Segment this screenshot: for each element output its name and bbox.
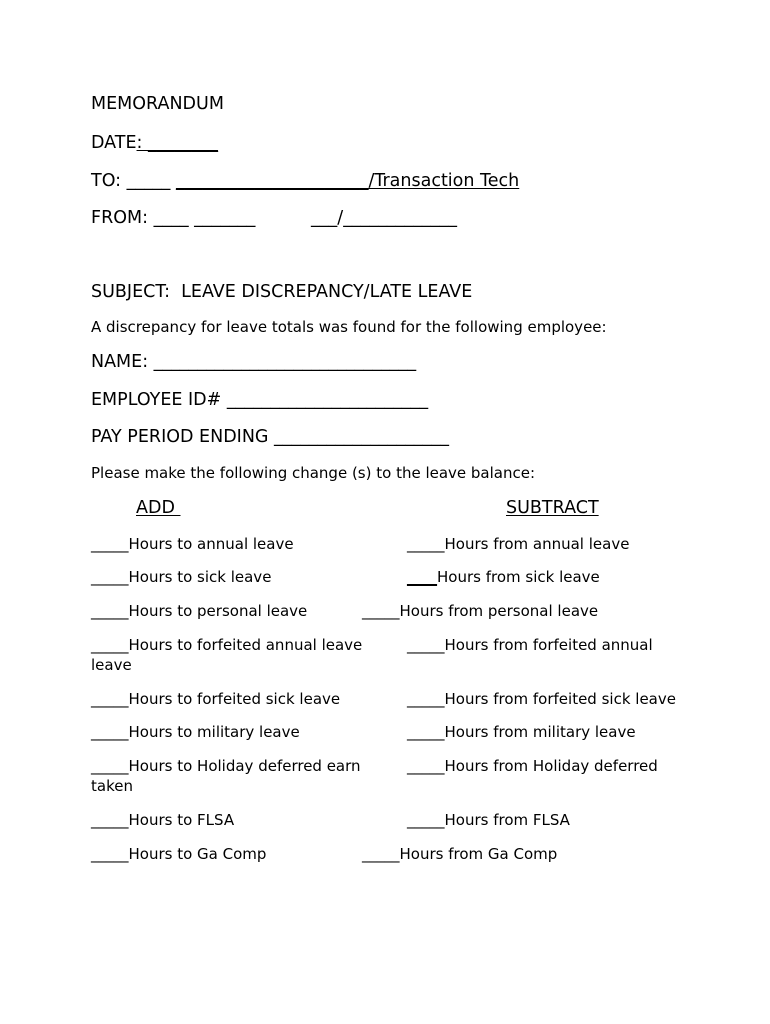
add-forfeited-sick-leave[interactable]: _____Hours to forfeited sick leave — [91, 690, 341, 708]
subtract-annual-leave[interactable]: _____Hours from annual leave — [407, 535, 630, 553]
subject-line: SUBJECT: LEAVE DISCREPANCY/LATE LEAVE — [91, 282, 473, 302]
add-personal-leave[interactable]: _____Hours to personal leave — [91, 602, 308, 620]
to-label: TO: _____ — [91, 171, 171, 191]
employee-id-line — [91, 392, 428, 410]
to-line — [91, 173, 519, 191]
from-field-title[interactable]: _____________ — [343, 208, 457, 228]
employee-id-label: EMPLOYEE ID# — [91, 390, 227, 410]
add-annual-leave[interactable]: _____Hours to annual leave — [91, 535, 294, 553]
from-field-name[interactable]: ____ _______ — [153, 208, 256, 228]
subtract-sick-leave[interactable] — [407, 570, 600, 585]
date-label: DATE — [91, 133, 137, 153]
name-field[interactable]: NAME: ______________________________ — [91, 352, 417, 372]
subtract-sick-leave-label: Hours from sick leave — [437, 568, 600, 586]
subtract-forfeited-sick-leave[interactable]: _____Hours from forfeited sick leave — [407, 690, 676, 708]
add-forfeited-annual-leave-wrap: leave — [91, 656, 132, 674]
employee-id-field[interactable]: _______________________ — [226, 390, 429, 410]
from-label: FROM: — [91, 208, 154, 228]
add-sick-leave[interactable]: _____Hours to sick leave — [91, 568, 272, 586]
add-ga-comp[interactable]: _____Hours to Ga Comp — [91, 845, 267, 863]
add-holiday-deferred-wrap: taken — [91, 777, 133, 795]
add-flsa[interactable]: _____Hours to FLSA — [91, 811, 235, 829]
subtract-military-leave[interactable]: _____Hours from military leave — [407, 723, 636, 741]
from-line — [91, 210, 457, 228]
memo-title: MEMORANDUM — [91, 94, 224, 114]
add-column-header: ADD — [136, 498, 181, 518]
pay-period-field[interactable]: ____________________ — [274, 427, 450, 447]
to-field[interactable]: ______________________ — [175, 171, 369, 191]
add-military-leave[interactable]: _____Hours to military leave — [91, 723, 300, 741]
subtract-sick-leave-blank[interactable]: ____ — [407, 568, 437, 586]
date-line — [91, 135, 218, 153]
add-forfeited-annual-leave[interactable]: _____Hours to forfeited annual leave — [91, 636, 363, 654]
subtract-ga-comp[interactable]: _____Hours from Ga Comp — [362, 845, 558, 863]
pay-period-line — [91, 429, 449, 447]
subtract-flsa[interactable]: _____Hours from FLSA — [407, 811, 570, 829]
subtract-column-header: SUBTRACT — [506, 498, 599, 518]
subtract-holiday-deferred[interactable]: _____Hours from Holiday deferred — [407, 757, 658, 775]
add-holiday-deferred[interactable]: _____Hours to Holiday deferred earn — [91, 757, 361, 775]
to-department: /Transaction Tech — [368, 171, 520, 191]
instruction-text: Please make the following change (s) to the leave balance: — [91, 464, 536, 482]
subtract-forfeited-annual-leave[interactable]: _____Hours from forfeited annual — [407, 636, 653, 654]
subtract-personal-leave[interactable]: _____Hours from personal leave — [362, 602, 599, 620]
pay-period-label: PAY PERIOD ENDING — [91, 427, 275, 447]
date-field[interactable]: : ________ — [136, 133, 218, 153]
intro-text: A discrepancy for leave totals was found for the following employee: — [91, 318, 607, 336]
from-field-sep[interactable]: ___/ — [311, 208, 344, 228]
